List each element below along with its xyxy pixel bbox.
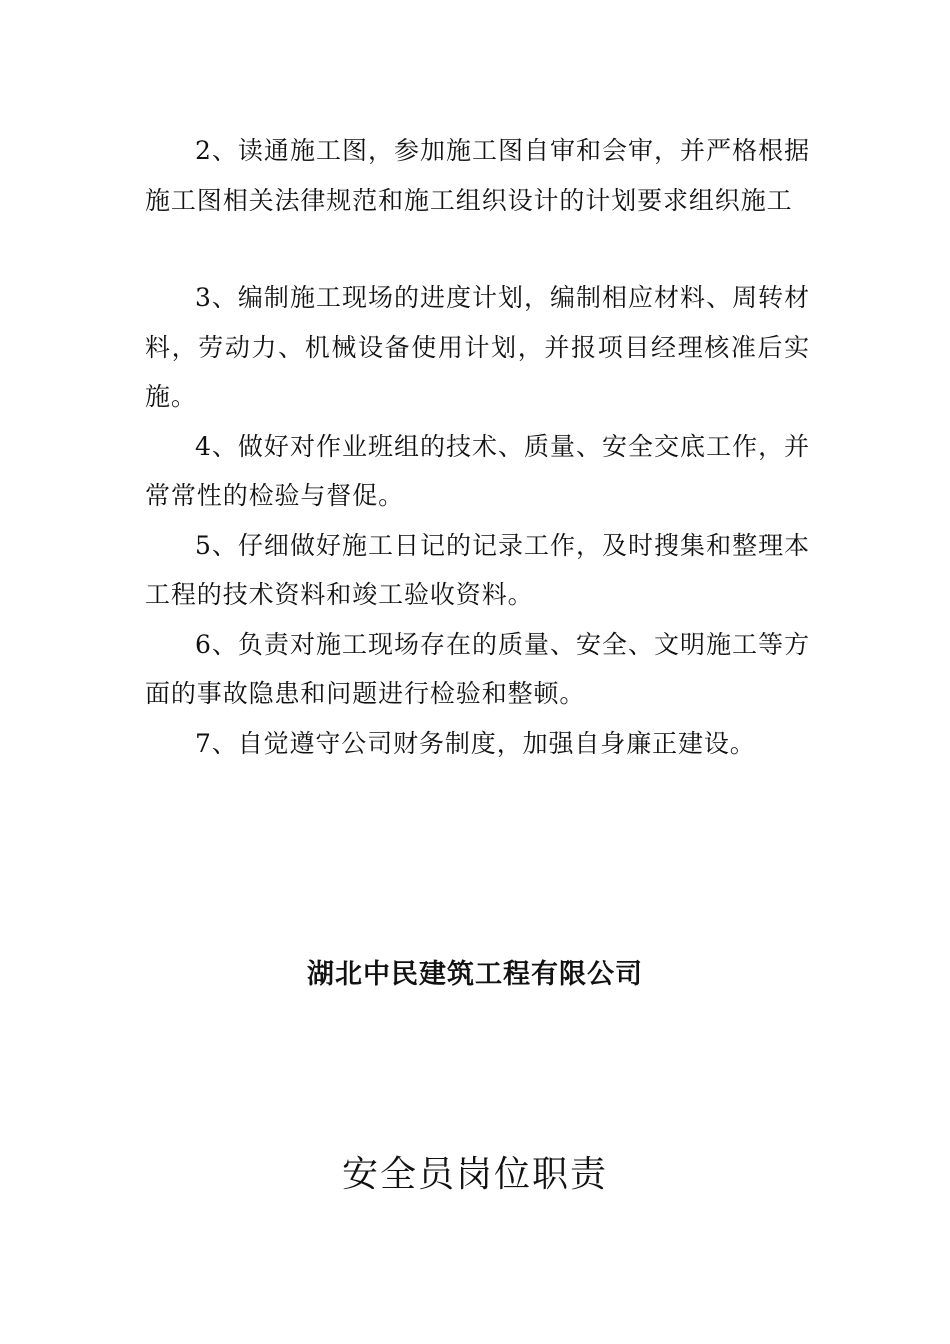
section-title: 安全员岗位职责	[341, 1154, 608, 1195]
paragraph-item-3: 3、编制施工现场的进度计划，编制相应材料、周转材料，劳动力、机械设备使用计划，并报项目经理核准后实施。	[145, 283, 810, 411]
paragraph-item-4: 4、做好对作业班组的技术、质量、安全交底工作，并常常性的检验与督促。	[145, 431, 810, 510]
paragraph-item-6: 6、负责对施工现场存在的质量、安全、文明施工等方面的事故隐患和问题进行检验和整顿。	[145, 629, 810, 708]
paragraph-item-7: 7、自觉遵守公司财务制度，加强自身廉正建设。	[195, 728, 756, 758]
document-body	[145, 126, 810, 768]
paragraph-item-5: 5、仔细做好施工日记的记录工作，及时搜集和整理本工程的技术资料和竣工验收资料。	[145, 530, 810, 609]
company-name: 湖北中民建筑工程有限公司	[307, 959, 643, 990]
paragraph-item-2: 2、读通施工图，参加施工图自审和会审，并严格根据施工图相关法律规范和施工组织设计的计划要求组织施工	[145, 136, 810, 215]
